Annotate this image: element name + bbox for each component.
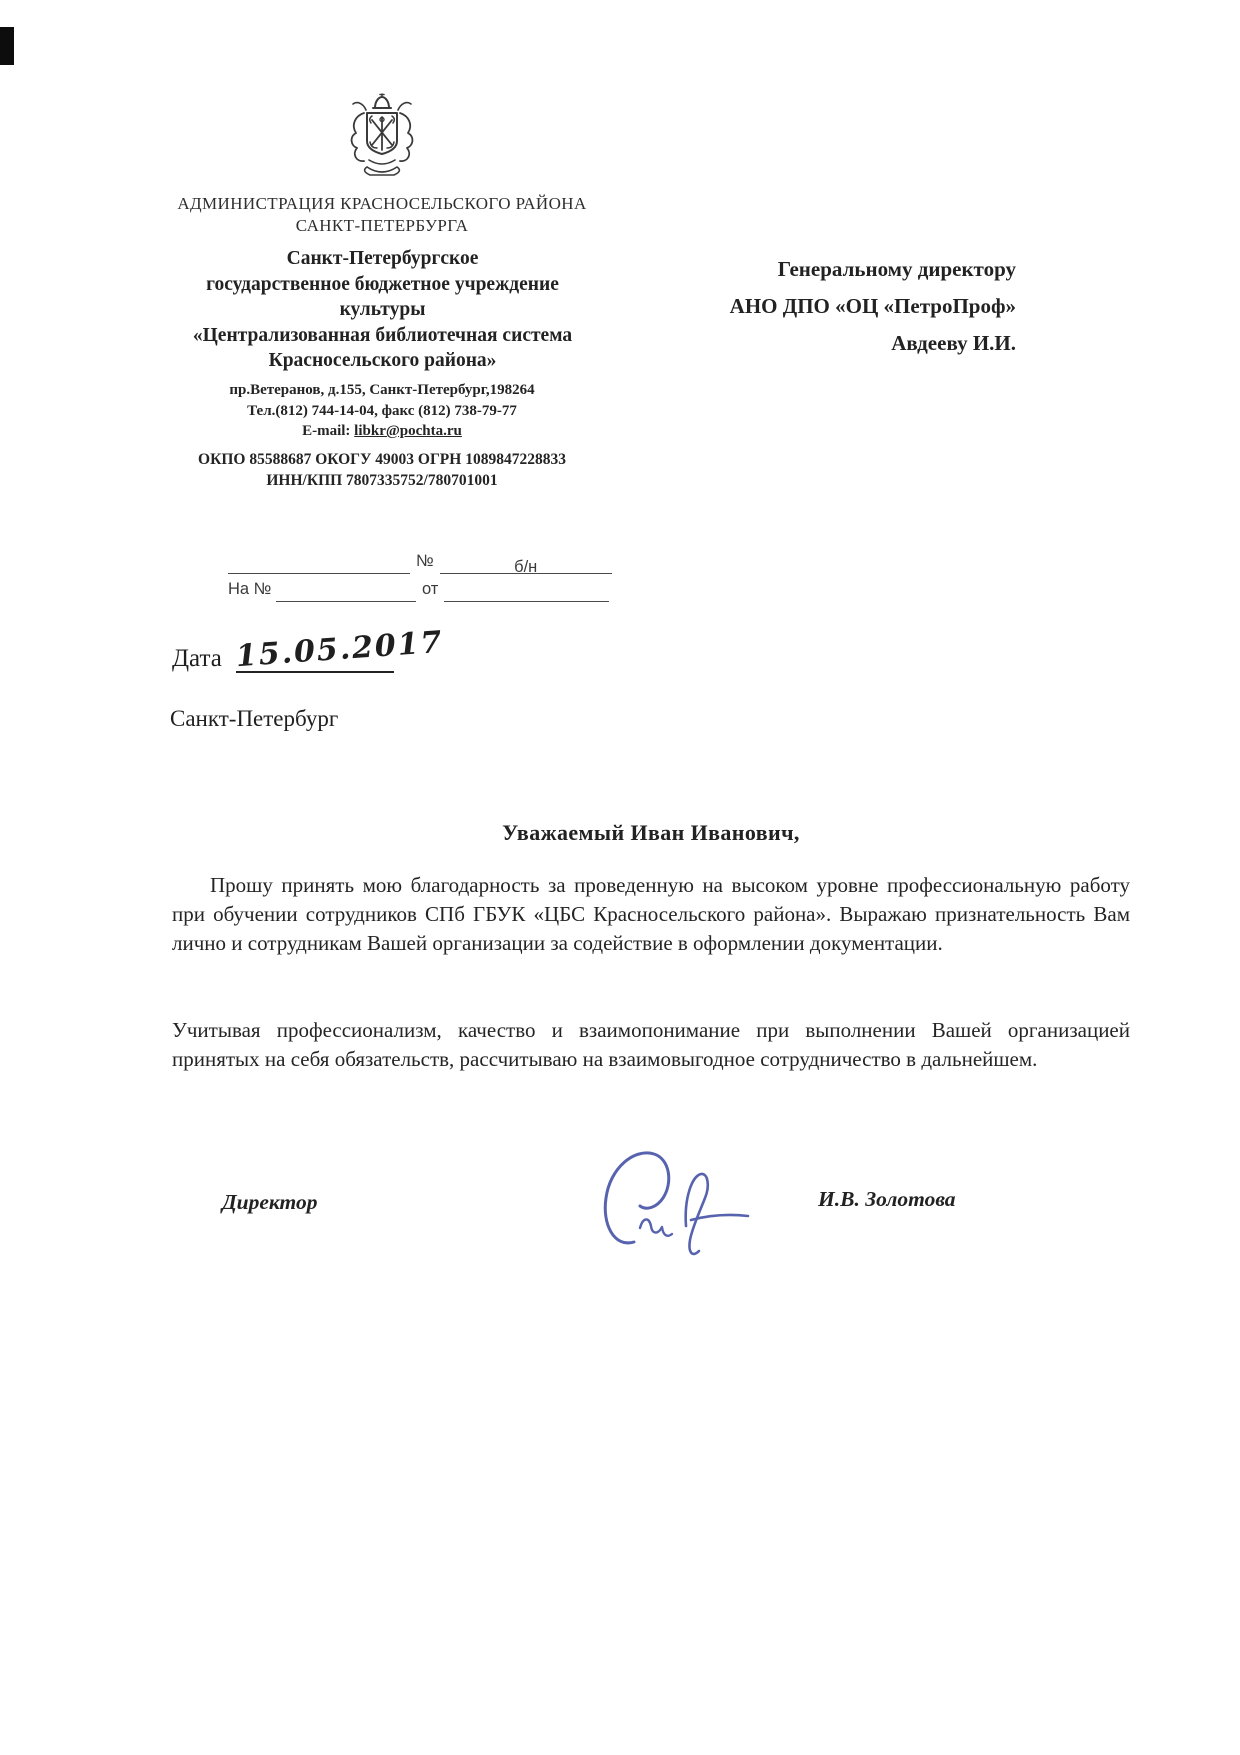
outgoing-number-value: б/н <box>440 554 612 574</box>
emblem-container <box>120 92 644 191</box>
date-label: Дата <box>172 645 222 672</box>
date-row <box>172 624 445 675</box>
org-name-line: культуры <box>339 299 426 320</box>
body-paragraph-2: Учитывая профессионализм, качество и взаимопонимание при выполнении Вашей организацией принятых на себя обязательств, рассчитываю на взаимовыгодное сотрудничество в дальнейшем. <box>172 1018 1130 1071</box>
sender-registration-codes <box>120 450 644 491</box>
signer-title: Директор <box>222 1190 318 1214</box>
salutation: Уважаемый Иван Иванович, <box>502 820 800 845</box>
incoming-date-blank-line <box>444 582 609 602</box>
incoming-number-blank-line <box>276 582 416 602</box>
org-name-line: Красносельского района» <box>268 350 497 371</box>
codes-line1: ОКПО 85588687 ОКОГУ 49003 ОГРН 1089847228833 <box>198 451 566 468</box>
org-name-line: «Централизованная библиотечная система <box>192 324 573 346</box>
sender-address: пр.Ветеранов, д.155, Санкт-Петербург,198264 <box>229 382 535 398</box>
signer-name: И.В. Золотова <box>818 1187 956 1211</box>
recipient-title: Генеральному директору <box>777 257 1016 281</box>
sender-organization-name <box>110 246 655 374</box>
handwritten-date-value: 15.05.2017 <box>234 624 445 675</box>
outgoing-number-row <box>228 548 658 574</box>
reply-to-label: На № <box>228 580 272 598</box>
number-sign-label: № <box>416 552 434 570</box>
city-label: Санкт-Петербург <box>170 706 339 731</box>
scan-artifact-mark <box>0 27 14 65</box>
sender-phone-fax: Тел.(812) 744-14-04, факс (812) 738-79-77 <box>247 402 517 419</box>
email-value: libkr@pochta.ru <box>354 423 462 439</box>
handwritten-signature-icon <box>572 1138 768 1268</box>
codes-line2: ИНН/КПП 7807335752/780701001 <box>266 471 498 489</box>
email-label: E-mail: <box>302 423 351 439</box>
recipient-person: Авдееву И.И. <box>891 331 1016 355</box>
outgoing-date-blank-line <box>228 554 410 574</box>
administration-header <box>120 193 644 236</box>
org-name-line: Санкт-Петербургское <box>286 248 479 269</box>
sender-email-line <box>120 421 644 442</box>
sender-contact-block <box>120 380 644 442</box>
reference-number-block <box>228 548 658 604</box>
recipient-organization: АНО ДПО «ОЦ «ПетроПроф» <box>729 294 1016 318</box>
date-underline <box>234 624 445 675</box>
administration-header-line2: САНКТ-ПЕТЕРБУРГА <box>295 215 469 235</box>
incoming-number-row <box>228 576 658 602</box>
spb-coat-of-arms-icon <box>340 92 424 186</box>
body-paragraph-1: Прошу принять мою благодарность за проведенную на высоком уровне профессиональную работу при обучении сотрудников СПб ГБУК «ЦБС Красносельского района». Выражаю признательность Вам лично и сотрудникам Вашей организации за содействие в оформлении документации. <box>172 873 1130 955</box>
recipient-block <box>660 251 1016 362</box>
org-name-line: государственное бюджетное учреждение <box>206 273 559 295</box>
administration-header-line1: АДМИНИСТРАЦИЯ КРАСНОСЕЛЬСКОГО РАЙОНА <box>177 194 587 213</box>
from-label: от <box>421 580 439 598</box>
